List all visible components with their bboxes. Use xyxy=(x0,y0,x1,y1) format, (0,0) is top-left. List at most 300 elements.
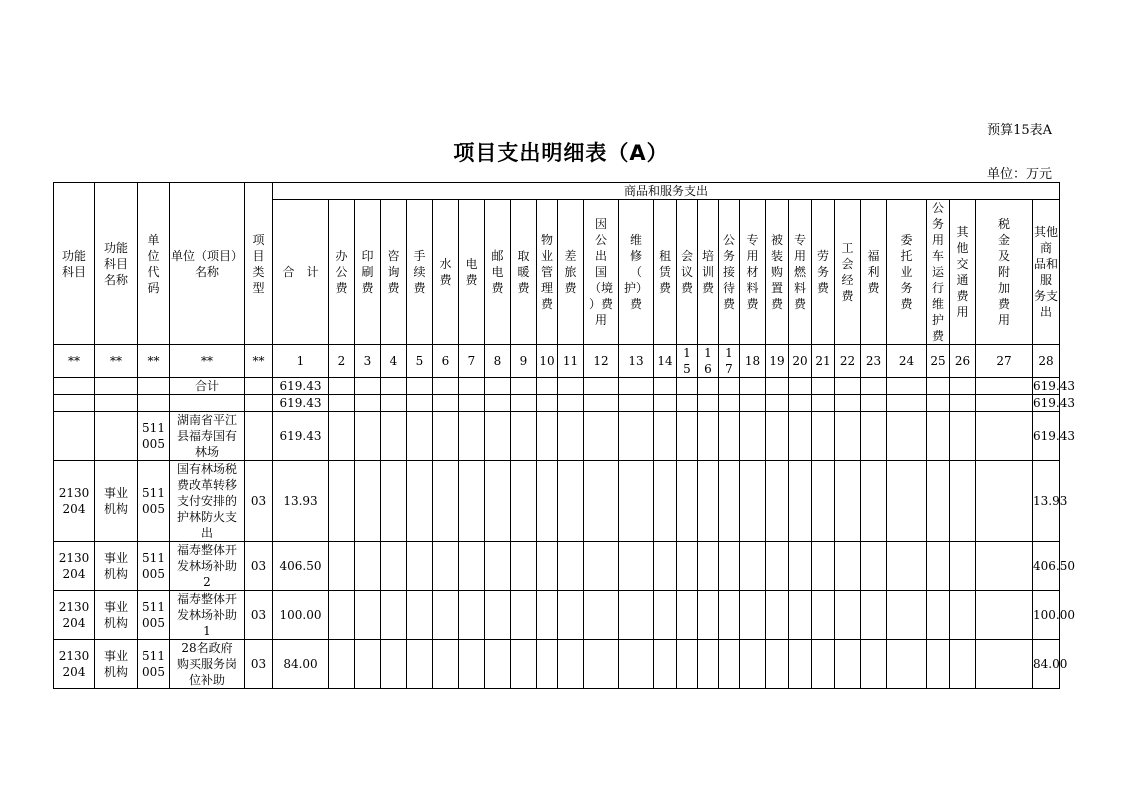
empty-cell xyxy=(355,412,381,461)
empty-cell xyxy=(355,395,381,412)
index-cell: 20 xyxy=(789,345,812,378)
empty-cell xyxy=(789,461,812,542)
empty-cell xyxy=(584,378,619,395)
empty-cell xyxy=(381,461,407,542)
header-cell: 其 他 交 通 费 用 xyxy=(950,200,976,345)
empty-cell xyxy=(329,640,355,689)
empty-cell xyxy=(812,591,835,640)
empty-cell xyxy=(861,378,887,395)
index-cell: ** xyxy=(245,345,273,378)
index-cell: 1 5 xyxy=(677,345,698,378)
table-number-label: 预算15表A xyxy=(987,123,1052,138)
index-cell: 6 xyxy=(433,345,459,378)
header-cell: 物 业 管 理 费 xyxy=(537,200,558,345)
func-name-cell: 事业 机构 xyxy=(95,591,138,640)
empty-cell xyxy=(677,395,698,412)
empty-cell xyxy=(861,591,887,640)
empty-cell xyxy=(433,412,459,461)
empty-cell xyxy=(511,542,537,591)
header-cell: 专 用 燃 料 费 xyxy=(789,200,812,345)
other-expense-cell: 619.43 xyxy=(1033,396,1075,410)
empty-cell xyxy=(740,640,766,689)
project-type-cell: 03 xyxy=(245,542,273,591)
page-title: 项目支出明细表（A） xyxy=(453,141,669,165)
empty-cell xyxy=(329,378,355,395)
empty-cell xyxy=(976,378,1033,395)
empty-cell xyxy=(976,542,1033,591)
empty-cell xyxy=(619,378,654,395)
func-code-cell xyxy=(54,378,95,395)
empty-cell xyxy=(677,591,698,640)
empty-cell xyxy=(740,591,766,640)
other-expense-cell: 100.00 xyxy=(1033,591,1060,640)
total-cell: 13.93 xyxy=(273,461,329,542)
other-expense-cell: 619.43 xyxy=(1033,412,1060,461)
unit-label: 单位：万元 xyxy=(986,167,1052,182)
total-cell: 100.00 xyxy=(273,591,329,640)
empty-cell xyxy=(381,378,407,395)
func-name-cell xyxy=(95,378,138,395)
empty-cell xyxy=(485,412,511,461)
empty-cell xyxy=(812,395,835,412)
empty-cell xyxy=(584,542,619,591)
empty-cell xyxy=(740,461,766,542)
empty-cell xyxy=(558,412,584,461)
empty-cell xyxy=(887,378,927,395)
empty-cell xyxy=(355,378,381,395)
project-name-cell: 福寿整体开 发林场补助 1 xyxy=(170,591,245,640)
empty-cell xyxy=(584,461,619,542)
header-cell: 电 费 xyxy=(459,200,485,345)
empty-cell xyxy=(677,640,698,689)
empty-cell xyxy=(433,542,459,591)
header-cell: 租 赁 费 xyxy=(654,200,677,345)
empty-cell xyxy=(485,461,511,542)
empty-cell xyxy=(887,461,927,542)
empty-cell xyxy=(433,640,459,689)
empty-cell xyxy=(677,412,698,461)
project-type-cell xyxy=(245,378,273,395)
empty-cell xyxy=(766,542,789,591)
empty-cell xyxy=(459,412,485,461)
header-group-cell: 商品和服务支出 xyxy=(273,183,1060,200)
project-type-cell: 03 xyxy=(245,461,273,542)
empty-cell xyxy=(719,461,740,542)
total-cell: 619.43 xyxy=(273,395,329,412)
index-cell: ** xyxy=(170,345,245,378)
header-cell: 劳 务 费 xyxy=(812,200,835,345)
empty-cell xyxy=(927,461,950,542)
empty-cell xyxy=(355,640,381,689)
table-row xyxy=(54,461,1060,542)
empty-cell xyxy=(511,412,537,461)
empty-cell xyxy=(654,378,677,395)
empty-cell xyxy=(719,378,740,395)
empty-cell xyxy=(329,591,355,640)
empty-cell xyxy=(766,461,789,542)
empty-cell xyxy=(459,461,485,542)
header-cell: 合 计 xyxy=(273,200,329,345)
unit-code-cell xyxy=(138,395,170,412)
empty-cell xyxy=(861,542,887,591)
empty-cell xyxy=(459,591,485,640)
empty-cell xyxy=(537,591,558,640)
empty-cell xyxy=(381,640,407,689)
header-cell: 培 训 费 xyxy=(698,200,719,345)
empty-cell xyxy=(812,640,835,689)
header-cell: 工 会 经 费 xyxy=(835,200,861,345)
empty-cell xyxy=(719,412,740,461)
index-cell: 11 xyxy=(558,345,584,378)
total-cell: 84.00 xyxy=(273,640,329,689)
empty-cell xyxy=(677,542,698,591)
header-cell: 被 装 购 置 费 xyxy=(766,200,789,345)
empty-cell xyxy=(511,378,537,395)
index-cell: 5 xyxy=(407,345,433,378)
func-code-cell xyxy=(54,412,95,461)
empty-cell xyxy=(976,591,1033,640)
empty-cell xyxy=(485,378,511,395)
empty-cell xyxy=(584,395,619,412)
header-cell: 公 务 接 待 费 xyxy=(719,200,740,345)
empty-cell xyxy=(329,461,355,542)
empty-cell xyxy=(835,378,861,395)
empty-cell xyxy=(329,542,355,591)
empty-cell xyxy=(835,591,861,640)
header-cell: 功能 科目 名称 xyxy=(95,183,138,345)
table-row xyxy=(54,412,1060,461)
empty-cell xyxy=(654,542,677,591)
table-row xyxy=(54,395,1060,412)
empty-cell xyxy=(719,591,740,640)
empty-cell xyxy=(433,591,459,640)
header-row xyxy=(54,183,1060,200)
other-expense-cell: 84.00 xyxy=(1033,640,1060,689)
empty-cell xyxy=(407,378,433,395)
empty-cell xyxy=(329,395,355,412)
index-cell: 23 xyxy=(861,345,887,378)
empty-cell xyxy=(740,378,766,395)
empty-cell xyxy=(619,395,654,412)
empty-cell xyxy=(654,461,677,542)
empty-cell xyxy=(698,542,719,591)
empty-cell xyxy=(537,395,558,412)
empty-cell xyxy=(835,542,861,591)
header-cell: 单 位 代 码 xyxy=(138,183,170,345)
index-cell: 1 7 xyxy=(719,345,740,378)
header-cell: 委 托 业 务 费 xyxy=(887,200,927,345)
header-cell: 福 利 费 xyxy=(861,200,887,345)
project-type-cell: 03 xyxy=(245,640,273,689)
empty-cell xyxy=(355,591,381,640)
func-name-cell xyxy=(95,395,138,412)
table-row xyxy=(54,378,1060,395)
empty-cell xyxy=(511,395,537,412)
index-cell: 27 xyxy=(976,345,1033,378)
empty-cell xyxy=(927,378,950,395)
unit-code-cell: 511 005 xyxy=(138,412,170,461)
index-cell: 14 xyxy=(654,345,677,378)
unit-code-cell: 511 005 xyxy=(138,591,170,640)
empty-cell xyxy=(537,378,558,395)
empty-cell xyxy=(654,395,677,412)
empty-cell xyxy=(950,378,976,395)
empty-cell xyxy=(407,542,433,591)
empty-cell xyxy=(558,461,584,542)
empty-cell xyxy=(654,591,677,640)
empty-cell xyxy=(976,412,1033,461)
empty-cell xyxy=(407,591,433,640)
empty-cell xyxy=(485,640,511,689)
empty-cell xyxy=(407,412,433,461)
total-cell: 619.43 xyxy=(273,378,329,395)
header-cell: 办 公 费 xyxy=(329,200,355,345)
empty-cell xyxy=(584,412,619,461)
index-cell: 9 xyxy=(511,345,537,378)
empty-cell xyxy=(927,542,950,591)
empty-cell xyxy=(381,591,407,640)
unit-code-cell: 511 005 xyxy=(138,640,170,689)
table-row xyxy=(54,640,1060,689)
empty-cell xyxy=(558,395,584,412)
header-cell: 取 暖 费 xyxy=(511,200,537,345)
project-name-cell xyxy=(170,395,245,412)
project-type-cell: 03 xyxy=(245,591,273,640)
index-cell: ** xyxy=(54,345,95,378)
project-name-cell: 合计 xyxy=(170,378,245,395)
index-cell: 2 xyxy=(329,345,355,378)
header-cell: 差 旅 费 xyxy=(558,200,584,345)
empty-cell xyxy=(459,378,485,395)
func-code-cell: 2130 204 xyxy=(54,461,95,542)
empty-cell xyxy=(950,461,976,542)
other-expense-cell: 619.43 xyxy=(1033,379,1075,393)
empty-cell xyxy=(812,412,835,461)
empty-cell xyxy=(950,542,976,591)
func-code-cell: 2130 204 xyxy=(54,640,95,689)
empty-cell xyxy=(950,640,976,689)
empty-cell xyxy=(485,395,511,412)
empty-cell xyxy=(485,542,511,591)
empty-cell xyxy=(677,378,698,395)
empty-cell xyxy=(619,412,654,461)
empty-cell xyxy=(537,412,558,461)
empty-cell xyxy=(887,395,927,412)
empty-cell xyxy=(861,640,887,689)
empty-cell xyxy=(511,461,537,542)
table-row xyxy=(54,591,1060,640)
index-cell: 1 xyxy=(273,345,329,378)
empty-cell xyxy=(677,461,698,542)
empty-cell xyxy=(381,542,407,591)
empty-cell xyxy=(537,461,558,542)
index-cell: 4 xyxy=(381,345,407,378)
empty-cell xyxy=(584,640,619,689)
empty-cell xyxy=(698,395,719,412)
empty-cell xyxy=(835,412,861,461)
func-name-cell: 事业 机构 xyxy=(95,640,138,689)
project-name-cell: 国有林场税 费改革转移 支付安排的 护林防火支 出 xyxy=(170,461,245,542)
empty-cell xyxy=(789,395,812,412)
expense-detail-table xyxy=(53,182,1075,689)
empty-cell xyxy=(537,542,558,591)
empty-cell xyxy=(619,591,654,640)
index-cell: 21 xyxy=(812,345,835,378)
index-cell: 13 xyxy=(619,345,654,378)
index-cell: 8 xyxy=(485,345,511,378)
empty-cell xyxy=(812,461,835,542)
empty-cell xyxy=(766,378,789,395)
index-cell: 28 xyxy=(1033,345,1060,378)
empty-cell xyxy=(355,461,381,542)
func-code-cell: 2130 204 xyxy=(54,591,95,640)
index-cell: 3 xyxy=(355,345,381,378)
empty-cell xyxy=(459,640,485,689)
empty-cell xyxy=(558,640,584,689)
empty-cell xyxy=(887,640,927,689)
header-cell: 邮 电 费 xyxy=(485,200,511,345)
other-expense-cell: 13.93 xyxy=(1033,461,1060,542)
empty-cell xyxy=(789,640,812,689)
index-cell: 10 xyxy=(537,345,558,378)
empty-cell xyxy=(459,542,485,591)
empty-cell xyxy=(719,542,740,591)
empty-cell xyxy=(927,395,950,412)
empty-cell xyxy=(558,591,584,640)
func-name-cell xyxy=(95,412,138,461)
index-cell: 24 xyxy=(887,345,927,378)
index-cell: 19 xyxy=(766,345,789,378)
empty-cell xyxy=(835,461,861,542)
header-cell: 专 用 材 料 费 xyxy=(740,200,766,345)
empty-cell xyxy=(766,412,789,461)
empty-cell xyxy=(950,412,976,461)
empty-cell xyxy=(654,412,677,461)
index-cell: ** xyxy=(95,345,138,378)
empty-cell xyxy=(329,412,355,461)
header-cell: 咨 询 费 xyxy=(381,200,407,345)
empty-cell xyxy=(976,395,1033,412)
project-type-cell xyxy=(245,395,273,412)
empty-cell xyxy=(719,395,740,412)
index-cell: 26 xyxy=(950,345,976,378)
empty-cell xyxy=(950,395,976,412)
empty-cell xyxy=(927,591,950,640)
empty-cell xyxy=(766,640,789,689)
empty-cell xyxy=(698,461,719,542)
project-type-cell xyxy=(245,412,273,461)
other-expense-cell: 406.50 xyxy=(1033,542,1060,591)
total-cell: 406.50 xyxy=(273,542,329,591)
empty-cell xyxy=(789,378,812,395)
empty-cell xyxy=(950,591,976,640)
empty-cell xyxy=(407,461,433,542)
header-cell: 公务 用车 运行 维护 费 xyxy=(927,200,950,345)
func-name-cell: 事业 机构 xyxy=(95,542,138,591)
empty-cell xyxy=(927,412,950,461)
header-cell: 单位（项目） 名称 xyxy=(170,183,245,345)
func-code-cell xyxy=(54,395,95,412)
empty-cell xyxy=(698,412,719,461)
empty-cell xyxy=(789,591,812,640)
empty-cell xyxy=(835,640,861,689)
table-row xyxy=(54,542,1060,591)
empty-cell xyxy=(355,542,381,591)
empty-cell xyxy=(789,412,812,461)
empty-cell xyxy=(558,378,584,395)
empty-cell xyxy=(740,395,766,412)
empty-cell xyxy=(619,640,654,689)
empty-cell xyxy=(861,395,887,412)
header-cell: 功能 科目 xyxy=(54,183,95,345)
project-name-cell: 28名政府 购买服务岗 位补助 xyxy=(170,640,245,689)
empty-cell xyxy=(459,395,485,412)
empty-cell xyxy=(433,461,459,542)
func-name-cell: 事业 机构 xyxy=(95,461,138,542)
empty-cell xyxy=(719,640,740,689)
header-cell: 印 刷 费 xyxy=(355,200,381,345)
empty-cell xyxy=(887,412,927,461)
empty-cell xyxy=(407,395,433,412)
empty-cell xyxy=(407,640,433,689)
empty-cell xyxy=(766,591,789,640)
index-cell: ** xyxy=(138,345,170,378)
header-cell: 税 金 及 附 加 费 用 xyxy=(976,200,1033,345)
empty-cell xyxy=(619,461,654,542)
index-cell: 12 xyxy=(584,345,619,378)
empty-cell xyxy=(619,542,654,591)
empty-cell xyxy=(433,378,459,395)
empty-cell xyxy=(976,461,1033,542)
project-name-cell: 湖南省平江 县福寿国有 林场 xyxy=(170,412,245,461)
unit-code-cell xyxy=(138,378,170,395)
empty-cell xyxy=(835,395,861,412)
project-name-cell: 福寿整体开 发林场补助 2 xyxy=(170,542,245,591)
header-cell: 维 修 （ 护） 费 xyxy=(619,200,654,345)
empty-cell xyxy=(740,412,766,461)
unit-code-cell: 511 005 xyxy=(138,542,170,591)
empty-cell xyxy=(381,412,407,461)
header-cell: 因 公 出 国 （境 ）费 用 xyxy=(584,200,619,345)
empty-cell xyxy=(698,591,719,640)
index-cell: 7 xyxy=(459,345,485,378)
empty-cell xyxy=(511,591,537,640)
func-code-cell: 2130 204 xyxy=(54,542,95,591)
empty-cell xyxy=(584,591,619,640)
empty-cell xyxy=(654,640,677,689)
empty-cell xyxy=(861,461,887,542)
empty-cell xyxy=(766,395,789,412)
empty-cell xyxy=(887,542,927,591)
empty-cell xyxy=(537,640,558,689)
empty-cell xyxy=(861,412,887,461)
empty-cell xyxy=(511,640,537,689)
unit-code-cell: 511 005 xyxy=(138,461,170,542)
index-cell: 18 xyxy=(740,345,766,378)
empty-cell xyxy=(740,542,766,591)
index-row xyxy=(54,345,1060,378)
empty-cell xyxy=(976,640,1033,689)
empty-cell xyxy=(381,395,407,412)
index-cell: 25 xyxy=(927,345,950,378)
header-cell: 会 议 费 xyxy=(677,200,698,345)
header-cell: 其他商 品和服 务支出 xyxy=(1033,200,1060,345)
header-cell: 手 续 费 xyxy=(407,200,433,345)
index-cell: 22 xyxy=(835,345,861,378)
empty-cell xyxy=(558,542,584,591)
header-cell: 项 目 类 型 xyxy=(245,183,273,345)
empty-cell xyxy=(812,542,835,591)
